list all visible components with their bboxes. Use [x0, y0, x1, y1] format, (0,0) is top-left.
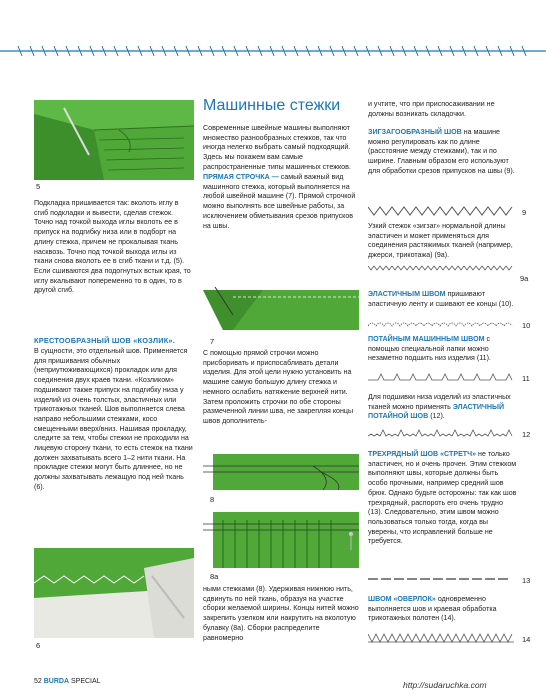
blind-stitch-text: с помощью специальной лапки можно незаметно подшить низ изделия (11). [368, 335, 491, 363]
figure-7-number: 7 [210, 337, 215, 346]
overlock-text: одновременно выполняется шов и краевая обработка трикотажных полотен (14). [368, 595, 497, 623]
heading-overlock: ШВОМ «ОВЕРЛОК» [368, 595, 436, 603]
page-footer [34, 678, 101, 685]
paragraph-zigzag [368, 128, 518, 177]
paragraph-elastic [368, 290, 518, 309]
paragraph-continued: и учтите, что при приспосаживании не должны возникать складочки. [368, 100, 495, 118]
stitch-sample-blind [368, 371, 514, 383]
paragraph-straight-stitch [203, 173, 359, 231]
zigzag-text: на машине можно регулировать как по длине (расстояние между стежками), так и по ширине. Главным образом его используют для обработки срезов припусков на швы (9). [368, 128, 515, 175]
paragraph-overlock [368, 595, 518, 624]
figure-7-illustration [203, 285, 359, 335]
watermark-url: http://sudaruchka.com [403, 680, 487, 690]
heading-kozlik: КРЕСТООБРАЗНЫЙ ШОВ «КОЗЛИК». [34, 336, 176, 345]
decorative-stitch-border [0, 44, 546, 58]
straight-stitch-text: самый важный вид машинного стежка, который выполняется на любой швейной машине (7). Прямой строчкой можно выполнять все швейные работы, за исключением обметывания срезов припусков на швы. [203, 173, 356, 230]
figure-6-number: 6 [36, 641, 41, 650]
stitch-sample-overlock [368, 632, 514, 644]
brand-name: BURDA [43, 678, 70, 685]
figure-6-illustration [34, 548, 194, 638]
heading-straight-stitch: ПРЯМАЯ СТРОЧКА — [203, 173, 279, 181]
triple-stretch-text: не только эластичен, но и очень прочен. Этим стежком выполняют швы, которые должны быть особо прочными, например средний шов брюк. Однако будьте осторожны: так как шов трехрядный, распороть его очень трудно (13). Следовательно, этим швом можно пользоваться только тогда, когда вы уверены, что исправлений больше не требуется. [368, 450, 517, 546]
stitch-sample-elastic [368, 318, 514, 330]
paragraph-gathering-continued: ными стежками (8). Удерживая нижнюю нить, сдвинуть по ней ткань, образуя на участке сборки желаемой ширины. Концы нитей можно закрепить узелком или накрутить на вколотую булавку (8a). Сборки распределите равномерно [203, 585, 359, 642]
paragraph-blind-stitch [368, 335, 518, 364]
heading-blind-stitch: ПОТАЙНЫМ МАШИННЫМ ШВОМ [368, 335, 485, 343]
paragraph-kozlik: В сущности, это отдельный шов. Применяется для пришивания обычных (неприутюживающихся) прокладок или для соединения двух краев ткани. «Козликом» подшивают также припуск на подгибку низа у изделий из очень толстых, эластичных или трикотажных тканей. Шов выполняется слева направо небольшими стежками, косо смещенными вверх/вниз. Нашивая прокладку, следите за тем, чтобы стежки не проходили на лицевую сторону ткани, то есть стежок на ткани должен захватывать всего 1–2 нити ткани. На прокладке стежки могут быть длиннее, но не должны захватывать лежащую под ней ткань (6). [34, 347, 193, 491]
heading-triple-stretch: ТРЕХРЯДНЫЙ ШОВ «СТРЕТЧ» [368, 450, 477, 458]
stitch-sample-blind-stretch [368, 427, 514, 439]
figure-13-number: 13 [522, 576, 531, 585]
paragraph-narrow-zigzag: Узкий стежок «зигзаг» нормальной длины эластичен и может применяться для соединения растяжимых тканей (например, джерси, трикотажа) (9a). [368, 222, 513, 260]
page-number: 52 [34, 678, 42, 685]
heading-blind-stretch: ЭЛАСТИЧНЫЙ ПОТАЙНОЙ ШОВ [368, 402, 505, 421]
heading-elastic: ЭЛАСТИЧНЫМ ШВОМ [368, 290, 446, 298]
figure-8a-number: 8a [210, 572, 219, 581]
page-title: Машинные стежки [203, 97, 341, 114]
stitch-sample-zigzag [368, 205, 514, 217]
paragraph-gathering: С помощью прямой строчки можно присборивать и приспосабливать детали изделия. Для этой цели нужно установить на машине самую большую длину стежка и немного ослабить натяжение верхней нити. Затем проложить строчки по обе стороны размеченной линии шва, не закрепляя концы швов дополнитель- [203, 349, 354, 425]
figure-10-number: 10 [522, 321, 531, 330]
heading-zigzag: ЗИГЗАГООБРАЗНЫЙ ШОВ [368, 128, 462, 136]
paragraph-triple-stretch [368, 450, 518, 547]
figure-5-illustration [34, 100, 194, 180]
paragraph-lining-stitch: Подкладка пришивается так: вколоть иглу в сгиб подкладки и вывести, сделав стежок. Точно над точкой выхода иглы вколоть ее в припуск на подгибку низа или в подборт на длину стежка, причем не прокалывая ткань насквозь. Точно под точкой выхода иглы из ткани снова вколоть ее в сгиб ткани и т.д. (5). Если сшиваются два подогнутых встык края, то иглу вкалывают попеременно то в один, то в другой сгиб. [34, 199, 191, 295]
figure-14-number: 14 [522, 635, 531, 644]
stitch-sample-narrow-zigzag [368, 262, 514, 274]
blind-stretch-intro: Для подшивки низа изделий из эластичных тканей можно применять [368, 393, 511, 411]
figure-8-illustration [203, 452, 359, 492]
figure-11-number: 11 [522, 374, 530, 383]
figure-5-number: 5 [36, 182, 41, 191]
stitch-sample-triple [368, 573, 514, 585]
figure-9a-number: 9a [520, 274, 529, 283]
figure-9-number: 9 [522, 208, 527, 217]
paragraph-blind-stretch [368, 393, 518, 422]
figure-12-number: 12 [522, 430, 531, 439]
paragraph-intro: Современные швейные машины выполняют множество разнообразных стежков, так что иногда нелегко выбрать самый подходящий. Здесь мы покажем вам самые распространенные типы машинных стежков. [203, 124, 351, 171]
elastic-text: пришивают эластичную ленту и сшивают ее концы (10). [368, 290, 514, 308]
figure-8a-illustration [203, 510, 359, 570]
figure-8-number: 8 [210, 495, 215, 504]
blind-stretch-ref: (12). [430, 412, 445, 421]
brand-suffix: SPECIAL [70, 678, 101, 685]
